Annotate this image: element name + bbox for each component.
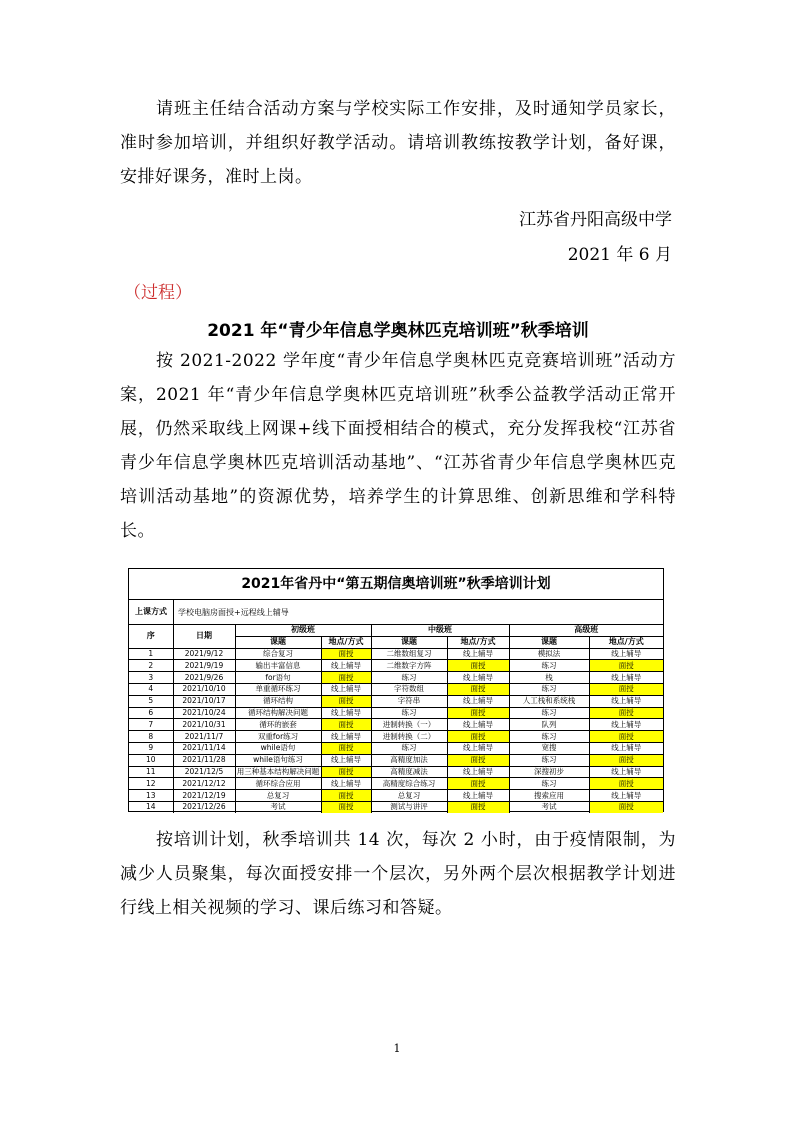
cell-place-senior: 线上辅导 bbox=[589, 672, 663, 684]
cell-date: 2021/9/26 bbox=[173, 672, 235, 684]
table-row bbox=[129, 672, 663, 684]
cell-topic-senior: 人工栈和系统栈 bbox=[509, 695, 589, 707]
cell-topic-senior: 考试 bbox=[509, 801, 589, 812]
cell-topic-senior: 队列 bbox=[509, 719, 589, 731]
cell-seq: 1 bbox=[129, 648, 173, 660]
cell-topic-senior: 练习 bbox=[509, 754, 589, 766]
cell-place-junior: 面授 bbox=[321, 766, 371, 778]
cell-date: 2021/9/12 bbox=[173, 648, 235, 660]
table-row bbox=[129, 790, 663, 802]
col-place-header: 地点/方式 bbox=[589, 636, 663, 648]
cell-date: 2021/9/19 bbox=[173, 660, 235, 672]
cell-topic-middle: 字符数组 bbox=[371, 683, 447, 695]
mode-label: 上课方式 bbox=[129, 600, 174, 624]
cell-topic-junior: while语句练习 bbox=[235, 754, 321, 766]
table-title: 2021年省丹中“第五期信奥培训班”秋季培训计划 bbox=[129, 569, 663, 600]
cell-date: 2021/12/19 bbox=[173, 790, 235, 802]
cell-place-senior: 面授 bbox=[589, 707, 663, 719]
level-3-header: 高级班 bbox=[509, 625, 663, 636]
cell-topic-middle: 练习 bbox=[371, 707, 447, 719]
cell-topic-middle: 总复习 bbox=[371, 790, 447, 802]
teaching-mode-row bbox=[129, 600, 663, 625]
col-topic-header: 课题 bbox=[371, 636, 447, 648]
cell-place-middle: 面授 bbox=[447, 707, 509, 719]
table-row bbox=[129, 731, 663, 743]
table-row bbox=[129, 719, 663, 731]
signature-date: 2021 年 6 月 bbox=[567, 245, 672, 265]
cell-topic-middle: 高精度综合练习 bbox=[371, 778, 447, 790]
cell-place-junior: 面授 bbox=[321, 695, 371, 707]
cell-place-middle: 线上辅导 bbox=[447, 790, 509, 802]
cell-topic-junior: 用三种基本结构解决问题 bbox=[236, 766, 320, 776]
mode-value: 学校电脑房面授+远程线上辅导 bbox=[178, 607, 289, 617]
cell-date: 2021/10/10 bbox=[173, 683, 235, 695]
cell-place-senior: 面授 bbox=[589, 801, 663, 812]
cell-topic-senior: 深搜初步 bbox=[509, 766, 589, 778]
cell-topic-junior: 输出丰富信息 bbox=[235, 660, 321, 672]
cell-place-middle: 线上辅导 bbox=[447, 672, 509, 684]
cell-topic-middle: 二维数组复习 bbox=[371, 648, 447, 660]
cell-seq: 11 bbox=[129, 766, 173, 778]
cell-seq: 4 bbox=[129, 683, 173, 695]
section-tag: （过程） bbox=[124, 283, 192, 303]
cell-place-middle: 面授 bbox=[447, 683, 509, 695]
cell-place-middle: 面授 bbox=[447, 731, 509, 743]
cell-date: 2021/10/31 bbox=[173, 719, 235, 731]
cell-topic-middle: 字符串 bbox=[371, 695, 447, 707]
cell-seq: 13 bbox=[129, 790, 173, 802]
page-number: 1 bbox=[393, 1042, 401, 1055]
cell-date: 2021/11/14 bbox=[173, 742, 235, 754]
section-title: 2021 年“青少年信息学奥林匹克培训班”秋季培训 bbox=[207, 321, 589, 341]
cell-place-junior: 面授 bbox=[321, 742, 371, 754]
cell-place-middle: 面授 bbox=[447, 660, 509, 672]
signature-org: 江苏省丹阳高级中学 bbox=[519, 210, 672, 230]
cell-seq: 3 bbox=[129, 672, 173, 684]
cell-place-junior: 线上辅导 bbox=[321, 683, 371, 695]
cell-place-middle: 线上辅导 bbox=[447, 648, 509, 660]
table-row bbox=[129, 660, 663, 672]
cell-topic-middle: 测试与讲评 bbox=[371, 801, 447, 812]
cell-topic-junior: 循环结构解决问题 bbox=[235, 707, 321, 719]
table-row bbox=[129, 683, 663, 695]
table-row bbox=[129, 754, 663, 766]
body-paragraph: 按 2021-2022 学年度“青少年信息学奥林匹克竞赛培训班”活动方案，2021 年“青少年信息学奥林匹克培训班”秋季公益教学活动正常开展，仍然采取线上网课+线下面授相结合的模式，充分发挥我校“江苏省青少年信息学奥林匹克培训活动基地”、“江苏省青少年信息学奥林匹克培训活动基地”的资源优势，培养学生的计算思维、创新思维和学科特长。 bbox=[120, 351, 676, 541]
cell-topic-senior: 栈 bbox=[509, 672, 589, 684]
level-1-header: 初级班 bbox=[235, 625, 371, 636]
cell-topic-junior: 循环的嵌套 bbox=[235, 719, 321, 731]
cell-place-senior: 面授 bbox=[589, 660, 663, 672]
cell-topic-junior: 考试 bbox=[235, 801, 321, 812]
cell-date: 2021/12/12 bbox=[173, 778, 235, 790]
cell-date: 2021/10/17 bbox=[173, 695, 235, 707]
cell-topic-junior: 循环综合应用 bbox=[235, 778, 321, 790]
cell-seq: 5 bbox=[129, 695, 173, 707]
col-topic-header: 课题 bbox=[235, 636, 321, 648]
intro-paragraph: 请班主任结合活动方案与学校实际工作安排，及时通知学员家长，准时参加培训，并组织好教学活动。请培训教练按教学计划，备好课，安排好课务，准时上岗。 bbox=[120, 99, 676, 187]
col-place-header: 地点/方式 bbox=[321, 636, 371, 648]
cell-topic-senior: 搜索应用 bbox=[509, 790, 589, 802]
cell-topic-middle: 练习 bbox=[371, 742, 447, 754]
table-row bbox=[129, 742, 663, 754]
cell-place-junior: 线上辅导 bbox=[321, 778, 371, 790]
cell-topic-senior: 练习 bbox=[509, 778, 589, 790]
cell-date: 2021/11/7 bbox=[173, 731, 235, 743]
cell-seq: 10 bbox=[129, 754, 173, 766]
cell-topic-senior: 练习 bbox=[509, 707, 589, 719]
cell-place-junior: 线上辅导 bbox=[321, 660, 371, 672]
cell-topic-junior: 单重循环练习 bbox=[235, 683, 321, 695]
table-row bbox=[129, 801, 663, 812]
cell-topic-junior: 双重for练习 bbox=[235, 731, 321, 743]
cell-place-middle: 面授 bbox=[447, 778, 509, 790]
cell-topic-senior: 练习 bbox=[509, 683, 589, 695]
cell-place-junior: 线上辅导 bbox=[321, 754, 371, 766]
cell-topic-middle: 进制转换（二） bbox=[371, 731, 447, 743]
cell-topic-junior: for语句 bbox=[235, 672, 321, 684]
table-row bbox=[129, 695, 663, 707]
cell-date: 2021/10/24 bbox=[173, 707, 235, 719]
cell-place-junior: 面授 bbox=[321, 719, 371, 731]
cell-topic-junior: 综合复习 bbox=[235, 648, 321, 660]
cell-place-senior: 面授 bbox=[589, 754, 663, 766]
cell-topic-junior: 循环结构 bbox=[235, 695, 321, 707]
cell-seq: 8 bbox=[129, 731, 173, 743]
cell-place-middle: 面授 bbox=[447, 754, 509, 766]
cell-topic-junior: while语句 bbox=[235, 742, 321, 754]
cell-place-senior: 线上辅导 bbox=[589, 766, 663, 778]
cell-place-middle: 面授 bbox=[447, 801, 509, 812]
cell-place-senior: 面授 bbox=[589, 778, 663, 790]
cell-place-middle: 线上辅导 bbox=[447, 742, 509, 754]
cell-topic-senior: 练习 bbox=[509, 731, 589, 743]
cell-topic-junior: 总复习 bbox=[235, 790, 321, 802]
cell-seq: 12 bbox=[129, 778, 173, 790]
cell-topic-middle: 高精度加法 bbox=[371, 754, 447, 766]
cell-topic-middle: 进制转换（一） bbox=[371, 719, 447, 731]
cell-place-junior: 线上辅导 bbox=[321, 731, 371, 743]
schedule-table bbox=[129, 625, 663, 813]
closing-paragraph: 按培训计划，秋季培训共 14 次，每次 2 小时，由于疫情限制，为减少人员聚集，每次面授安排一个层次，另外两个层次根据教学计划进行线上相关视频的学习、课后练习和答疑。 bbox=[120, 830, 676, 918]
col-seq-header: 序 bbox=[129, 625, 173, 648]
cell-seq: 6 bbox=[129, 707, 173, 719]
cell-topic-senior: 模拟法 bbox=[509, 648, 589, 660]
cell-place-senior: 线上辅导 bbox=[589, 719, 663, 731]
cell-place-middle: 线上辅导 bbox=[447, 719, 509, 731]
cell-date: 2021/12/26 bbox=[173, 801, 235, 812]
training-plan-table bbox=[128, 568, 664, 812]
cell-place-middle: 线上辅导 bbox=[447, 766, 509, 778]
cell-place-middle: 线上辅导 bbox=[447, 695, 509, 707]
col-date-header: 日期 bbox=[173, 625, 235, 648]
cell-place-senior: 线上辅导 bbox=[589, 742, 663, 754]
cell-place-junior: 面授 bbox=[321, 790, 371, 802]
table-row bbox=[129, 778, 663, 790]
cell-seq: 7 bbox=[129, 719, 173, 731]
cell-place-junior: 面授 bbox=[321, 648, 371, 660]
cell-date: 2021/11/28 bbox=[173, 754, 235, 766]
cell-topic-senior: 宽搜 bbox=[509, 742, 589, 754]
level-2-header: 中级班 bbox=[371, 625, 509, 636]
cell-topic-middle: 练习 bbox=[371, 672, 447, 684]
cell-topic-middle: 二维数字方阵 bbox=[371, 660, 447, 672]
cell-topic-middle: 高精度减法 bbox=[371, 766, 447, 778]
cell-place-senior: 线上辅导 bbox=[589, 695, 663, 707]
cell-place-senior: 面授 bbox=[589, 731, 663, 743]
cell-place-senior: 面授 bbox=[589, 683, 663, 695]
cell-place-junior: 面授 bbox=[321, 672, 371, 684]
cell-place-junior: 线上辅导 bbox=[321, 707, 371, 719]
table-row bbox=[129, 648, 663, 660]
cell-seq: 9 bbox=[129, 742, 173, 754]
table-row bbox=[129, 766, 663, 778]
cell-place-junior: 面授 bbox=[321, 801, 371, 812]
cell-date: 2021/12/5 bbox=[173, 766, 235, 778]
cell-topic-senior: 练习 bbox=[509, 660, 589, 672]
table-row bbox=[129, 707, 663, 719]
cell-place-senior: 线上辅导 bbox=[589, 790, 663, 802]
cell-seq: 14 bbox=[129, 801, 173, 812]
col-place-header: 地点/方式 bbox=[447, 636, 509, 648]
cell-place-senior: 线上辅导 bbox=[589, 648, 663, 660]
cell-seq: 2 bbox=[129, 660, 173, 672]
col-topic-header: 课题 bbox=[509, 636, 589, 648]
